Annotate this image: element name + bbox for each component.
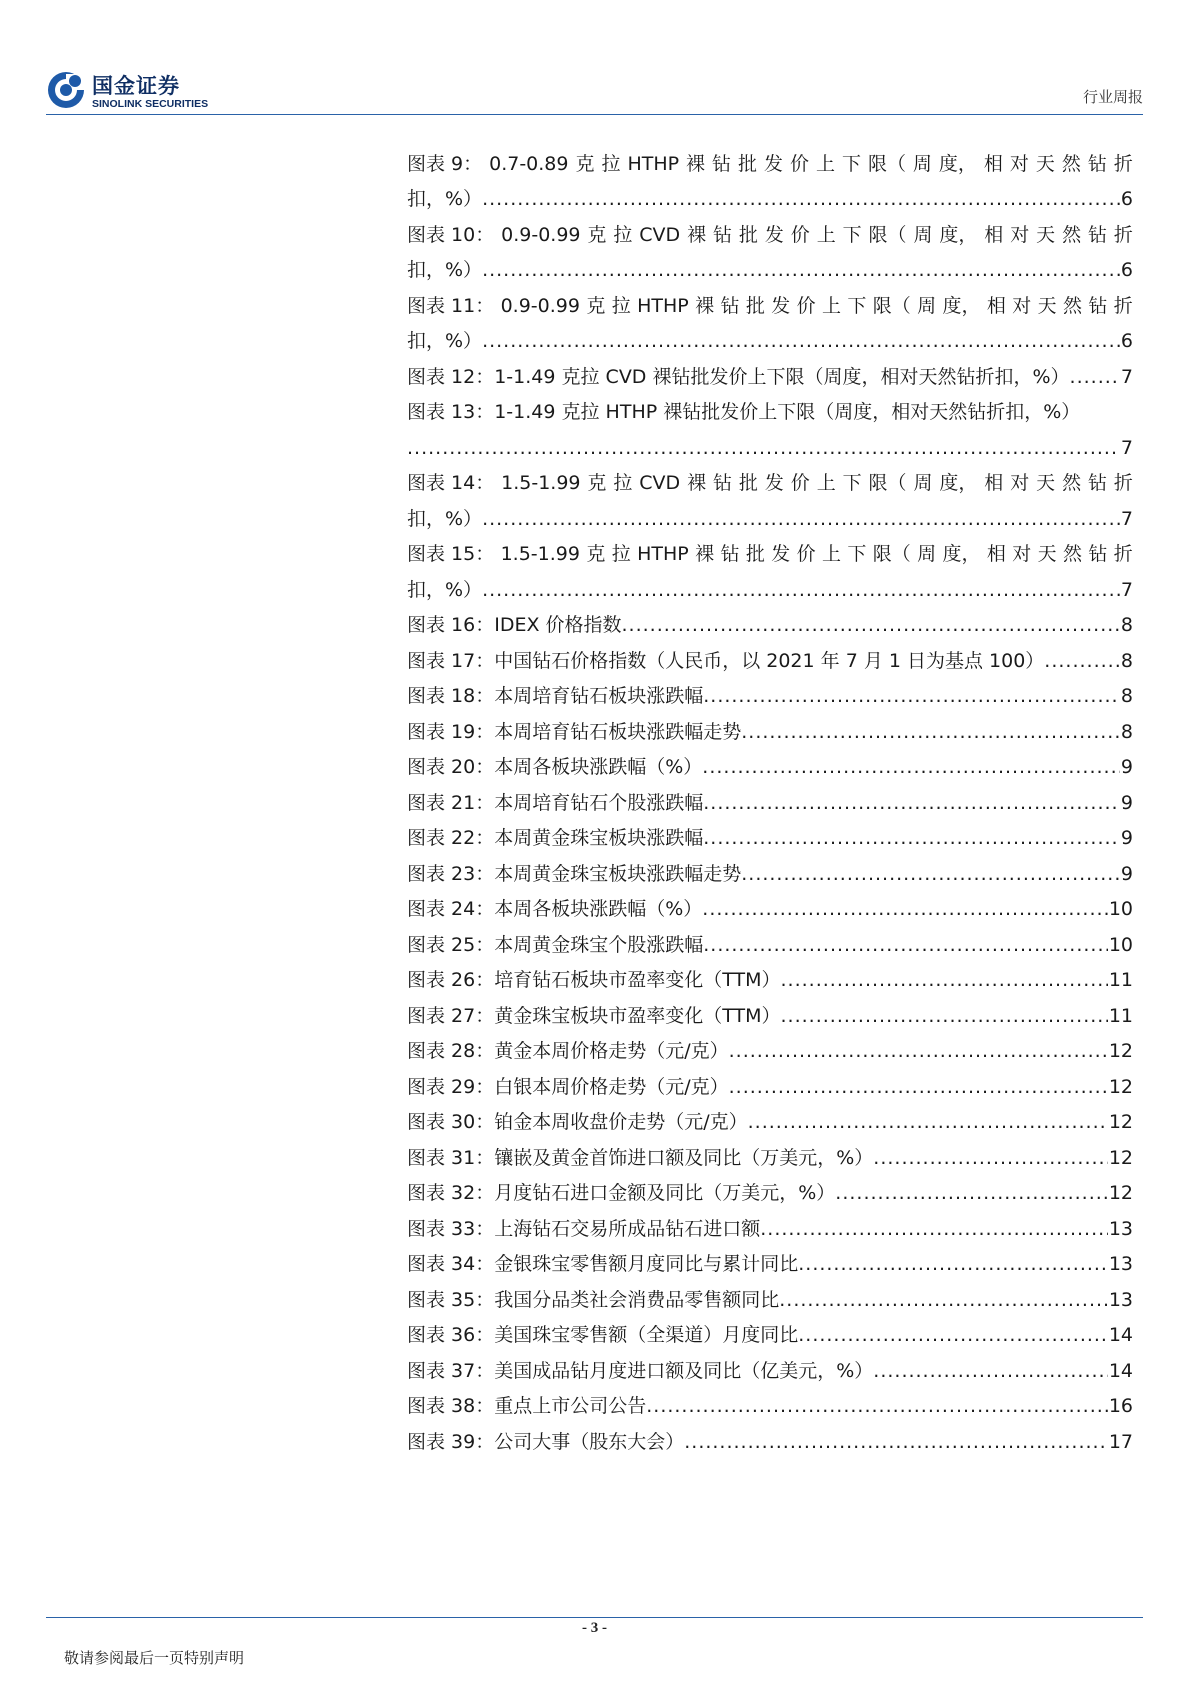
toc-caption-word: 价 bbox=[789, 152, 809, 175]
toc-page-number: 7 bbox=[1120, 436, 1133, 459]
toc-leader-dots bbox=[482, 578, 1120, 602]
header-divider bbox=[46, 114, 1143, 115]
toc-leader-dots bbox=[741, 720, 1120, 744]
toc-label: 图表 26： bbox=[407, 969, 495, 991]
toc-caption-word: 度， bbox=[939, 223, 978, 246]
toc-label: 图表 32： bbox=[407, 1182, 495, 1204]
toc-caption-word: 钻 bbox=[712, 152, 732, 175]
toc-caption-word: 折 bbox=[1113, 152, 1133, 175]
toc-label: 图表 21： bbox=[407, 791, 495, 814]
toc-page-number: 11 bbox=[1108, 969, 1133, 991]
toc-leader-dots bbox=[835, 1181, 1108, 1205]
toc-entry[interactable] bbox=[407, 389, 1133, 460]
toc-caption-word: HTHP bbox=[627, 152, 680, 175]
toc-page-number: 9 bbox=[1120, 862, 1133, 885]
toc-page-number: 8 bbox=[1120, 649, 1133, 672]
toc-caption-word: 价 bbox=[790, 223, 810, 246]
toc-leader-dots bbox=[482, 187, 1120, 211]
toc-label: 图表 38： bbox=[407, 1395, 495, 1417]
toc-caption-word: 相 bbox=[984, 223, 1004, 246]
toc-caption-word: 下 bbox=[842, 472, 862, 494]
toc-page-number: 9 bbox=[1120, 827, 1133, 849]
toc-caption-word: 裸 bbox=[695, 294, 715, 317]
toc-entry[interactable] bbox=[407, 957, 1133, 993]
toc-label: 图表 12： bbox=[407, 365, 495, 388]
toc-page-number: 7 bbox=[1120, 507, 1133, 530]
logo-english-name: SINOLINK SECURITIES bbox=[92, 98, 209, 110]
toc-caption: 公司大事（股东大会） bbox=[494, 1430, 685, 1453]
toc-caption-word: HTHP bbox=[637, 294, 689, 317]
toc-entry-line2 bbox=[407, 247, 1133, 283]
toc-entry[interactable] bbox=[407, 1312, 1133, 1348]
toc-caption-word: 下 bbox=[847, 294, 867, 317]
toc-caption-word: 上 bbox=[821, 543, 841, 565]
toc-caption: 上海钻石交易所成品钻石进口额 bbox=[494, 1217, 761, 1240]
toc-caption: 本周黄金珠宝板块涨跌幅 bbox=[494, 827, 704, 849]
document-type: 行业周报 bbox=[1082, 88, 1143, 106]
toc-label: 图表 20： bbox=[407, 756, 495, 778]
toc-entry[interactable] bbox=[407, 140, 1133, 211]
toc-caption-word: 上 bbox=[816, 472, 836, 494]
toc-entry-line2 bbox=[407, 495, 1133, 531]
toc-caption-word: 拉 bbox=[611, 294, 631, 317]
toc-caption-continuation: 扣，%） bbox=[407, 259, 483, 281]
toc-caption: 月度钻石进口金额及同比（万美元，%） bbox=[494, 1182, 836, 1204]
toc-caption-continuation: 扣，%） bbox=[407, 578, 483, 601]
toc-caption-word: 下 bbox=[841, 152, 861, 175]
toc-caption-word: CVD bbox=[639, 223, 681, 246]
page-header bbox=[46, 66, 1143, 116]
toc-entry[interactable] bbox=[407, 1276, 1133, 1312]
toc-caption-word: 发 bbox=[771, 294, 791, 317]
toc-leader-dots bbox=[684, 1430, 1108, 1454]
toc-caption: 黄金珠宝板块市盈率变化（TTM） bbox=[494, 1004, 781, 1027]
toc-page-number: 13 bbox=[1108, 1288, 1133, 1311]
toc-label: 图表 35： bbox=[407, 1288, 495, 1311]
toc-caption: 美国珠宝零售额（全渠道）月度同比 bbox=[494, 1324, 799, 1346]
toc-caption-word: 相 bbox=[986, 543, 1006, 565]
toc-page-number: 17 bbox=[1108, 1430, 1133, 1453]
toc-caption-word: 然 bbox=[1062, 472, 1082, 494]
toc-caption-word: 发 bbox=[764, 152, 784, 175]
toc-label: 图表 11： bbox=[407, 294, 495, 317]
toc-caption-word: 对 bbox=[1010, 223, 1030, 246]
toc-caption-word: 限（ bbox=[868, 472, 907, 494]
toc-caption-word: 对 bbox=[1009, 152, 1029, 175]
toc-caption-word: 下 bbox=[847, 543, 867, 565]
toc-caption-word: 相 bbox=[984, 472, 1004, 494]
toc-caption-word: 发 bbox=[764, 223, 784, 246]
toc-label: 图表 9： bbox=[407, 152, 483, 175]
toc-caption-word: 相 bbox=[986, 294, 1006, 317]
toc-leader-dots bbox=[741, 862, 1120, 886]
toc-entry[interactable] bbox=[407, 602, 1133, 638]
toc-caption: 培育钻石板块市盈率变化（TTM） bbox=[494, 969, 781, 991]
toc-entry[interactable] bbox=[407, 531, 1133, 602]
toc-page-number: 14 bbox=[1108, 1324, 1133, 1346]
toc-caption: 本周培育钻石个股涨跌幅 bbox=[494, 791, 704, 814]
toc-entry-line1 bbox=[407, 211, 1133, 247]
toc-entry[interactable] bbox=[407, 637, 1133, 673]
toc-caption-word: 1.5-1.99 bbox=[500, 543, 580, 565]
toc-entry[interactable] bbox=[407, 850, 1133, 886]
toc-caption-word: 1.5-1.99 bbox=[501, 472, 581, 494]
toc-page-number: 8 bbox=[1120, 720, 1133, 743]
toc-entry[interactable] bbox=[407, 1383, 1133, 1419]
toc-page-number: 12 bbox=[1108, 1146, 1133, 1169]
toc-entry-line2 bbox=[407, 318, 1133, 354]
toc-caption-word: 天 bbox=[1036, 472, 1056, 494]
company-logo bbox=[46, 70, 276, 112]
toc-caption-word: 然 bbox=[1061, 152, 1081, 175]
toc-caption-word: 0.9-0.99 bbox=[501, 223, 581, 246]
page-number: - 3 - bbox=[582, 1620, 607, 1636]
toc-leader-dots bbox=[703, 933, 1108, 957]
toc-caption-word: 折 bbox=[1113, 472, 1133, 494]
toc-caption-word: 批 bbox=[738, 472, 758, 494]
toc-leader-dots bbox=[482, 329, 1120, 353]
toc-page-number: 13 bbox=[1108, 1253, 1133, 1275]
toc-label: 图表 22： bbox=[407, 827, 495, 849]
toc-entry-line1 bbox=[407, 140, 1133, 176]
toc-entry-line1 bbox=[407, 531, 1133, 567]
toc-leader-dots bbox=[702, 897, 1108, 921]
toc-entry[interactable] bbox=[407, 708, 1133, 744]
toc-caption-word: 批 bbox=[738, 223, 758, 246]
toc-caption-word: 天 bbox=[1037, 543, 1057, 565]
toc-caption: 本周培育钻石板块涨跌幅走势 bbox=[494, 720, 742, 743]
toc-entry-line2 bbox=[407, 566, 1133, 602]
toc-page-number: 14 bbox=[1108, 1359, 1133, 1382]
toc-entry[interactable] bbox=[407, 1347, 1133, 1383]
toc-caption-word: 周 bbox=[912, 152, 932, 175]
toc-leader-dots bbox=[781, 968, 1108, 992]
toc-leader-dots bbox=[703, 684, 1120, 708]
toc-leader-dots bbox=[873, 1146, 1108, 1170]
toc-entry[interactable] bbox=[407, 1418, 1133, 1454]
toc-caption: 镶嵌及黄金首饰进口额及同比（万美元，%） bbox=[494, 1146, 874, 1169]
toc-label: 图表 28： bbox=[407, 1040, 495, 1062]
toc-entry-line2 bbox=[407, 176, 1133, 212]
toc-caption: 1-1.49 克拉 HTHP 裸钻批发价上下限（周度，相对天然钻折扣，%） bbox=[494, 401, 1081, 423]
toc-page-number: 7 bbox=[1120, 578, 1133, 601]
toc-leader-dots bbox=[703, 826, 1120, 850]
toc-page-number: 13 bbox=[1108, 1217, 1133, 1240]
toc-caption-word: 相 bbox=[983, 152, 1003, 175]
toc-caption-word: 度， bbox=[939, 472, 978, 494]
toc-caption-word: 裸 bbox=[687, 472, 707, 494]
toc-leader-dots bbox=[798, 1252, 1108, 1276]
toc-caption-word: 拉 bbox=[613, 472, 633, 494]
toc-caption-word: 限（ bbox=[872, 543, 911, 565]
toc-caption: 本周培育钻石板块涨跌幅 bbox=[494, 685, 704, 707]
toc-caption-word: 价 bbox=[796, 294, 816, 317]
toc-caption: 白银本周价格走势（元/克） bbox=[494, 1075, 729, 1098]
toc-caption-word: 然 bbox=[1062, 223, 1082, 246]
toc-label: 图表 37： bbox=[407, 1359, 495, 1382]
toc-entry[interactable] bbox=[407, 1063, 1133, 1099]
toc-label: 图表 34： bbox=[407, 1253, 495, 1275]
toc-label: 图表 23： bbox=[407, 862, 495, 885]
toc-caption-word: 批 bbox=[738, 152, 758, 175]
toc-caption: 中国钻石价格指数（人民币，以 2021 年 7 月 1 日为基点 100） bbox=[494, 649, 1045, 672]
toc-page-number: 12 bbox=[1108, 1182, 1133, 1204]
toc-caption: 铂金本周收盘价走势（元/克） bbox=[494, 1111, 748, 1133]
toc-leader-dots bbox=[729, 1075, 1108, 1099]
disclaimer-text: 敬请参阅最后一页特别声明 bbox=[64, 1649, 245, 1667]
toc-caption-word: 上 bbox=[816, 223, 836, 246]
toc-page-number: 10 bbox=[1108, 898, 1133, 920]
toc-leader-dots bbox=[1044, 649, 1120, 673]
toc-caption-word: 对 bbox=[1012, 294, 1032, 317]
toc-caption-word: 折 bbox=[1113, 223, 1133, 246]
toc-caption-word: 周 bbox=[913, 223, 933, 246]
toc-leader-dots bbox=[1070, 365, 1120, 389]
toc-caption-word: 钻 bbox=[713, 472, 733, 494]
toc-caption-word: 钻 bbox=[1088, 294, 1108, 317]
toc-caption-continuation: 扣，%） bbox=[407, 330, 483, 352]
toc-leader-dots bbox=[779, 1288, 1108, 1312]
toc-caption-word: 裸 bbox=[687, 223, 707, 246]
toc-label: 图表 13： bbox=[407, 401, 495, 423]
toc-label: 图表 29： bbox=[407, 1075, 495, 1098]
toc-label: 图表 15： bbox=[407, 543, 495, 565]
toc-caption-word: 天 bbox=[1037, 294, 1057, 317]
toc-caption-word: 限（ bbox=[867, 152, 906, 175]
toc-caption-word: 价 bbox=[796, 543, 816, 565]
toc-caption-word: 钻 bbox=[720, 543, 740, 565]
toc-label: 图表 16： bbox=[407, 614, 495, 636]
toc-caption-word: HTHP bbox=[637, 543, 689, 565]
toc-entry-line1 bbox=[407, 389, 1133, 425]
toc-caption-word: 限（ bbox=[872, 294, 911, 317]
logo-chinese-name: 国金证券 bbox=[92, 74, 180, 98]
toc-label: 图表 31： bbox=[407, 1146, 495, 1169]
toc-page-number: 6 bbox=[1120, 188, 1133, 210]
toc-caption-word: 克 bbox=[575, 152, 595, 175]
toc-entry[interactable] bbox=[407, 921, 1133, 957]
toc-page-number: 11 bbox=[1108, 1004, 1133, 1027]
toc-label: 图表 30： bbox=[407, 1111, 495, 1133]
toc-entry-line2 bbox=[407, 424, 1133, 460]
toc-caption-word: CVD bbox=[639, 472, 681, 494]
toc-caption-word: 钻 bbox=[713, 223, 733, 246]
toc-leader-dots bbox=[622, 613, 1120, 637]
toc-caption-word: 钻 bbox=[1087, 152, 1107, 175]
toc-caption-word: 克 bbox=[586, 294, 606, 317]
toc-leader-dots bbox=[482, 258, 1120, 282]
toc-caption: 黄金本周价格走势（元/克） bbox=[494, 1040, 729, 1062]
toc-label: 图表 10： bbox=[407, 223, 495, 246]
toc-caption-word: 发 bbox=[764, 472, 784, 494]
toc-leader-dots bbox=[702, 755, 1120, 779]
toc-page-number: 16 bbox=[1108, 1395, 1133, 1417]
toc-leader-dots bbox=[798, 1323, 1108, 1347]
toc-label: 图表 39： bbox=[407, 1430, 495, 1453]
toc-leader-dots bbox=[760, 1217, 1108, 1241]
toc-caption-word: 周 bbox=[917, 294, 937, 317]
sinolink-logo-icon bbox=[46, 70, 86, 110]
toc-entry[interactable] bbox=[407, 1170, 1133, 1206]
toc-entry[interactable] bbox=[407, 992, 1133, 1028]
toc-caption: 本周各板块涨跌幅（%） bbox=[494, 756, 703, 778]
toc-caption: 1-1.49 克拉 CVD 裸钻批发价上下限（周度，相对天然钻折扣，%） bbox=[494, 365, 1070, 388]
toc-entry[interactable] bbox=[407, 211, 1133, 282]
toc-caption-word: 裸 bbox=[686, 152, 706, 175]
toc-caption-word: 拉 bbox=[601, 152, 621, 175]
toc-caption-word: 价 bbox=[790, 472, 810, 494]
toc-page-number: 9 bbox=[1120, 791, 1133, 814]
toc-leader-dots bbox=[729, 1039, 1108, 1063]
toc-entry[interactable] bbox=[407, 460, 1133, 531]
toc-caption-word: 批 bbox=[745, 543, 765, 565]
toc-caption-word: 克 bbox=[587, 223, 607, 246]
toc-page-number: 12 bbox=[1108, 1111, 1133, 1133]
toc-entry[interactable] bbox=[407, 886, 1133, 922]
toc-page-number: 12 bbox=[1108, 1075, 1133, 1098]
toc-leader-dots bbox=[703, 791, 1120, 815]
toc-label: 图表 24： bbox=[407, 898, 495, 920]
toc-label: 图表 36： bbox=[407, 1324, 495, 1346]
toc-entry-line1 bbox=[407, 460, 1133, 496]
toc-entry[interactable] bbox=[407, 282, 1133, 353]
toc-leader-dots bbox=[873, 1359, 1108, 1383]
toc-entry[interactable] bbox=[407, 1134, 1133, 1170]
toc-page-number: 7 bbox=[1120, 365, 1133, 388]
toc-entry[interactable] bbox=[407, 1241, 1133, 1277]
table-of-figures bbox=[407, 140, 1133, 1454]
toc-caption-word: 发 bbox=[771, 543, 791, 565]
toc-caption: 美国成品钻月度进口额及同比（亿美元，%） bbox=[494, 1359, 874, 1382]
toc-caption-word: 批 bbox=[745, 294, 765, 317]
toc-caption-word: 上 bbox=[815, 152, 835, 175]
toc-caption-word: 拉 bbox=[611, 543, 631, 565]
toc-caption-continuation: 扣，%） bbox=[407, 507, 483, 530]
toc-caption-word: 然 bbox=[1062, 294, 1082, 317]
toc-caption: 重点上市公司公告 bbox=[494, 1395, 647, 1417]
toc-leader-dots bbox=[482, 507, 1120, 531]
toc-caption-word: 度， bbox=[942, 294, 981, 317]
toc-caption-continuation: 扣，%） bbox=[407, 188, 483, 210]
toc-caption-word: 上 bbox=[821, 294, 841, 317]
toc-entry[interactable] bbox=[407, 779, 1133, 815]
toc-entry[interactable] bbox=[407, 673, 1133, 709]
toc-caption-word: 0.9-0.99 bbox=[500, 294, 580, 317]
toc-caption: 金银珠宝零售额月度同比与累计同比 bbox=[494, 1253, 799, 1275]
toc-entry[interactable] bbox=[407, 1205, 1133, 1241]
toc-caption-word: 下 bbox=[842, 223, 862, 246]
toc-caption-word: 0.7-0.89 bbox=[489, 152, 569, 175]
toc-page-number: 8 bbox=[1120, 685, 1133, 707]
toc-leader-dots bbox=[407, 436, 1120, 460]
toc-entry-line1 bbox=[407, 282, 1133, 318]
toc-page-number: 8 bbox=[1120, 614, 1133, 636]
toc-caption-word: 钻 bbox=[1087, 472, 1107, 494]
toc-leader-dots bbox=[646, 1394, 1108, 1418]
toc-caption-word: 钻 bbox=[1087, 223, 1107, 246]
toc-label: 图表 19： bbox=[407, 720, 495, 743]
toc-entry[interactable] bbox=[407, 1028, 1133, 1064]
footer-divider bbox=[46, 1617, 1143, 1618]
toc-leader-dots bbox=[781, 1004, 1108, 1028]
toc-entry[interactable] bbox=[407, 353, 1133, 389]
toc-caption-word: 拉 bbox=[613, 223, 633, 246]
toc-caption-word: 对 bbox=[1010, 472, 1030, 494]
toc-caption: 本周各板块涨跌幅（%） bbox=[494, 898, 703, 920]
toc-caption-word: 天 bbox=[1035, 152, 1055, 175]
toc-page-number: 12 bbox=[1108, 1040, 1133, 1062]
toc-caption-word: 度， bbox=[942, 543, 981, 565]
toc-entry[interactable] bbox=[407, 1099, 1133, 1135]
toc-caption-word: 裸 bbox=[695, 543, 715, 565]
toc-caption-word: 限（ bbox=[868, 223, 907, 246]
toc-caption-word: 克 bbox=[586, 543, 606, 565]
toc-label: 图表 27： bbox=[407, 1004, 495, 1027]
toc-entry[interactable] bbox=[407, 815, 1133, 851]
toc-caption-word: 折 bbox=[1113, 543, 1133, 565]
toc-page-number: 6 bbox=[1120, 330, 1133, 352]
toc-caption-word: 对 bbox=[1012, 543, 1032, 565]
toc-caption-word: 折 bbox=[1113, 294, 1133, 317]
toc-caption-word: 克 bbox=[587, 472, 607, 494]
toc-label: 图表 14： bbox=[407, 472, 495, 494]
toc-caption-word: 钻 bbox=[1088, 543, 1108, 565]
toc-caption: IDEX 价格指数 bbox=[494, 614, 622, 636]
toc-page-number: 9 bbox=[1120, 756, 1133, 778]
toc-label: 图表 33： bbox=[407, 1217, 495, 1240]
toc-caption: 本周黄金珠宝个股涨跌幅 bbox=[494, 933, 704, 956]
toc-caption-word: 周 bbox=[917, 543, 937, 565]
toc-label: 图表 18： bbox=[407, 685, 495, 707]
toc-caption-word: 天 bbox=[1036, 223, 1056, 246]
toc-label: 图表 17： bbox=[407, 649, 495, 672]
toc-page-number: 10 bbox=[1108, 933, 1133, 956]
toc-leader-dots bbox=[748, 1110, 1108, 1134]
toc-caption: 本周黄金珠宝板块涨跌幅走势 bbox=[494, 862, 742, 885]
toc-entry[interactable] bbox=[407, 744, 1133, 780]
toc-page-number: 6 bbox=[1120, 259, 1133, 281]
toc-caption-word: 然 bbox=[1062, 543, 1082, 565]
toc-caption-word: 周 bbox=[913, 472, 933, 494]
toc-caption-word: 度， bbox=[938, 152, 977, 175]
toc-caption-word: 钻 bbox=[720, 294, 740, 317]
toc-caption: 我国分品类社会消费品零售额同比 bbox=[494, 1288, 780, 1311]
toc-label: 图表 25： bbox=[407, 933, 495, 956]
